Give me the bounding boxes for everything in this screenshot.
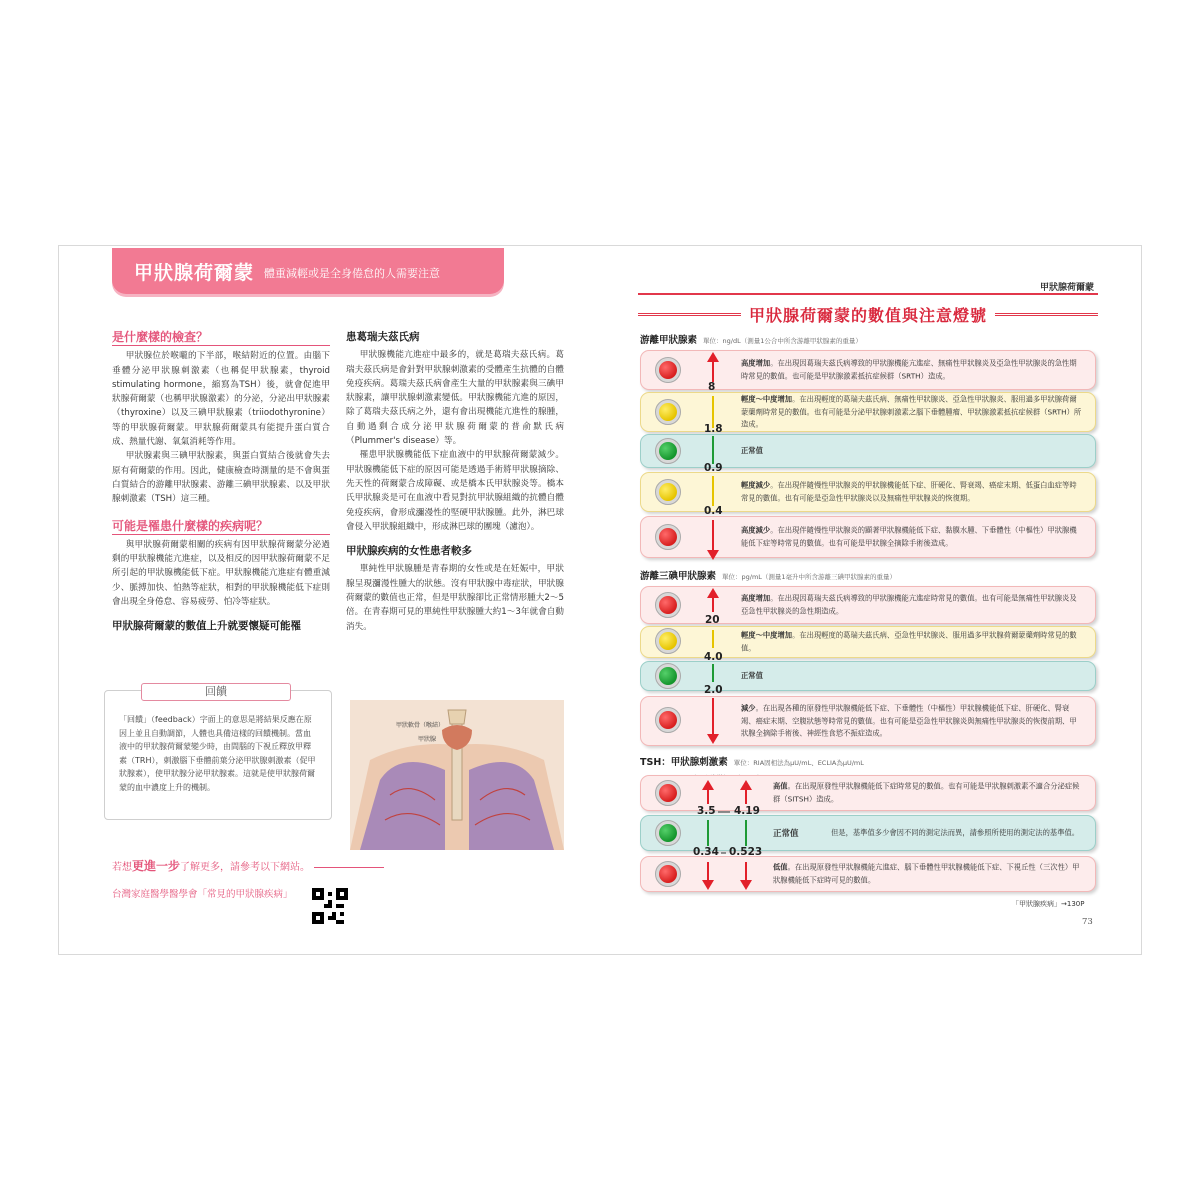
illus-label-thyroid: 甲狀腺 (418, 736, 437, 743)
feedback-box (104, 685, 332, 820)
row-description (773, 862, 1083, 887)
tsh-value-0-34: 0.34 (693, 846, 719, 858)
row-text: 但是，基準值多少會因不同的測定法而異，請參照所使用的測定法的基準值。 (831, 827, 1080, 837)
row-label: 正常值 (773, 829, 799, 839)
feedback-tag: 回饋 (141, 683, 291, 701)
paragraph: 與甲狀腺荷爾蒙相關的疾病有因甲狀腺荷爾蒙分泌過剩的甲狀腺機能亢進症，以及相反的因甲狀腺荷爾蒙不足所引起的甲狀腺機能低下症。甲狀腺機能亢進症有體重減少、脈搏加快、怕熱等症狀，相對的甲狀腺機能低下症則會出現全身倦怠、容易疲勞、怕冷等症狀。 (112, 539, 330, 608)
tsh-value-4-19: 4.19 (734, 805, 760, 817)
further-reading-post: 了解更多，請參考以下網站。 (180, 862, 311, 873)
left-column-2 (346, 330, 564, 634)
page-number: 73 (1082, 917, 1093, 927)
row-text: 。在出現輕度的葛瑞夫茲氏病、無痛性甲狀腺炎、亞急性甲狀腺炎、服用過多甲狀腺荷爾蒙藥劑時常見的數值。也有可能是分泌甲狀腺刺激素之腦下垂體腫瘤、甲狀腺激素抵抗症候群（SRTH）所造成。 (741, 394, 1082, 429)
paragraph: 甲狀腺位於喉嚨的下半部，喉結附近的位置。由腦下垂體分泌甲狀腺刺激素（也稱促甲狀腺素，thyroid stimulating hormone，縮寫為TSH）後，就會促進甲狀腺荷爾蒙（也稱甲狀腺激素）的分泌，分泌出甲狀腺素（thyroxine）以及三碘甲狀腺素（triiodothyronine）等的甲狀腺荷爾蒙。甲狀腺荷爾蒙具有能提升蛋白質合成、熱量代謝、氧氣消耗等作用。 (112, 351, 330, 448)
left-column-1 (112, 330, 330, 638)
cross-reference: 「甲狀腺疾病」→130P (1012, 900, 1085, 908)
row-text: 。在出現因葛瑞夫茲氏病導致的甲狀腺機能亢進症時常見的數值。也有可能是無痛性甲狀腺炎及亞急性甲狀腺炎的急性期造成。 (741, 593, 1077, 615)
row-description (741, 593, 1083, 618)
green-light-icon (655, 663, 681, 689)
main-title (638, 303, 1098, 325)
row-text: 。在出現因葛瑞夫茲氏病導致的甲狀腺機能亢進症、無痛性甲狀腺炎及亞急性甲狀腺炎的急性期時常見的數值。也可能是甲狀腺激素抵抗症候群（SRTH）造成。 (741, 358, 1077, 380)
ft3-value-2-0: 2.0 (704, 684, 723, 696)
further-reading-bold: 更進一步 (132, 859, 181, 873)
row-label: 輕度～中度增加 (741, 630, 793, 640)
red-light-icon (655, 357, 681, 383)
row-description (741, 630, 1083, 655)
paragraph: 單純性甲狀腺腫是青春期的女性或是在妊娠中，甲狀腺呈現瀰漫性腫大的狀態。沒有甲狀腺中毒症狀，甲狀腺荷爾蒙的數值也正常，但是甲狀腺卻比正常情形腫大2～5倍。在青春期可見的單純性甲狀腺腫大約1～3年就會自動消失。 (346, 564, 564, 632)
row-description (741, 480, 1083, 505)
row-description (741, 445, 1083, 458)
ft4-value-1-8: 1.8 (704, 423, 723, 435)
paragraph: 甲狀腺機能亢進症中最多的，就是葛瑞夫茲氏病。葛瑞夫茲氏病是會針對甲狀腺刺激素的受體產生抗體的自體免疫疾病。葛瑞夫茲氏病會產生大量的甲狀腺素與三碘甲狀腺素，讓甲狀腺刺激素變低。甲狀腺機能亢進的原因，除了葛瑞夫茲氏病之外，還有會出現機能亢進性的腺腫，自動過剩合成分泌甲狀腺荷爾蒙的普俞默氏病（Plummer's disease）等。 (346, 350, 564, 447)
paragraph: 罹患甲狀腺機能低下症血液中的甲狀腺荷爾蒙減少。甲狀腺機能低下症的原因可能是透過手術將甲狀腺摘除、先天性的荷爾蒙合成障礙、或是橋本氏甲狀腺炎等。橋本氏甲狀腺炎是可在血液中看見對抗甲狀腺組織的抗體自體免疫疾病，會形成瀰漫性的堅硬甲狀腺腫。此外，淋巴球會侵入甲狀腺組織中，形成淋巴球的團塊（濾泡）。 (346, 450, 564, 532)
red-light-icon (655, 780, 681, 806)
section-heading: 是什麼樣的檢查？ (112, 330, 330, 346)
ft4-value-0-9: 0.9 (704, 462, 723, 474)
divider (314, 867, 384, 868)
ft4-unit: 單位：ng/dL（測量1公合中所含游離甲狀腺素的重量） (703, 337, 862, 345)
further-reading (112, 857, 384, 874)
ft3-value-20: 20 (705, 614, 720, 626)
green-light-icon (655, 438, 681, 464)
row-text: 。在出現伴隨慢性甲狀腺炎的甲狀腺機能低下症、肝硬化、腎衰竭、癌症末期、低蛋白血症等時常見的數值。也有可能是亞急性甲狀腺炎以及無痛性甲狀腺炎的恢復期。 (741, 480, 1077, 502)
row-label: 輕度減少 (741, 480, 771, 490)
chapter-title: 甲狀腺荷爾蒙 (134, 261, 255, 284)
yellow-light-icon (655, 479, 681, 505)
yellow-light-icon (655, 399, 681, 425)
tsh-value-0-523: 0.523 (729, 846, 763, 858)
further-reading-pre: 若想 (112, 862, 132, 873)
row-description (741, 670, 1083, 683)
row-text: 。在出現輕度的葛瑞夫茲氏病、亞急性甲狀腺炎、服用過多甲狀腺荷爾蒙藥劑時常見的數值。 (741, 630, 1077, 652)
ft4-name: 游離甲狀腺素 (640, 335, 698, 346)
row-label: 正常值 (741, 670, 763, 680)
section-heading: 甲狀腺疾病的女性患者較多 (346, 545, 472, 558)
chapter-subtitle: 體重減輕或是全身倦怠的人需要注意 (264, 267, 441, 280)
row-label: 高值 (773, 781, 788, 791)
illus-label-cartilage: 甲狀軟骨（喉結） (396, 722, 445, 729)
row-description (741, 358, 1083, 383)
red-light-icon (655, 524, 681, 550)
title-rule (638, 313, 741, 316)
tsh-value-3-5: 3.5 (697, 805, 716, 817)
tsh-unit: 單位：RIA固相法為μU/mL、ECLIA為μU/mL (733, 759, 864, 767)
section-heading: 患葛瑞夫茲氏病 (346, 331, 420, 343)
red-light-icon (655, 592, 681, 618)
title-rule (995, 313, 1098, 316)
ft4-value-0-4: 0.4 (704, 505, 723, 517)
main-title-text: 甲狀腺荷爾蒙的數值與注意燈號 (749, 305, 988, 325)
ft3-name: 游離三碘甲狀腺素 (640, 571, 717, 582)
divider (638, 293, 1098, 295)
ft4-value-8: 8 (708, 381, 716, 393)
row-text: 。在出現伴隨慢性甲狀腺炎的顯著甲狀腺機能低下症、黏膜水腫、下垂體性（中樞性）甲狀腺機能低下症等時常見的數值。也有可能是甲狀腺全摘除手術後造成。 (741, 525, 1077, 547)
row-label: 正常值 (741, 445, 763, 455)
row-label: 低值 (773, 862, 788, 872)
row-description (741, 393, 1083, 431)
tsh-heading (640, 754, 864, 768)
section-heading: 可能是罹患什麼樣的疾病呢？ (112, 519, 330, 535)
feedback-text: 「回饋」（feedback）字面上的意思是將結果反應在原因上並且自動調節，人體也具備這樣的回饋機制。當血液中的甲狀腺荷爾蒙變少時，由間腦的下視丘釋放甲釋素（TRH），刺激腦下垂體前葉分泌甲狀腺刺激素（促甲狀腺素），使甲狀腺分泌甲狀腺素。這就是使甲狀腺荷爾蒙的血中濃度上升的機制。 (119, 715, 316, 792)
paragraph: 甲狀腺素與三碘甲狀腺素，與蛋白質結合後就會失去原有荷爾蒙的作用。因此，健康檢查時測量的是不會與蛋白質結合的游離甲狀腺素、游離三碘甲狀腺素、以及甲狀腺刺激素（TSH）這三種。 (112, 451, 330, 505)
row-label: 高度增加 (741, 593, 771, 603)
ft3-unit: 單位：pg/mL（測量1毫升中所含游離三碘甲狀腺素的重量） (722, 573, 897, 581)
tsh-scale-arrows (696, 780, 763, 894)
ft3-scale-arrows (700, 588, 728, 748)
qr-code-icon[interactable] (312, 888, 348, 924)
row-text: 。在出現原發性甲狀腺機能亢進症、腦下垂體性甲狀腺機能低下症、下視丘性（三次性）甲狀腺機能低下症時可見的數值。 (773, 862, 1080, 884)
yellow-light-icon (655, 628, 681, 654)
thyroid-illustration (350, 700, 564, 850)
ft3-value-4-0: 4.0 (704, 651, 723, 663)
row-label: 輕度～中度增加 (741, 394, 793, 404)
ft3-heading (640, 568, 896, 582)
tsh-name: TSH：甲狀腺刺激素 (640, 757, 728, 768)
section-heading: 甲狀腺荷爾蒙的數值上升就要懷疑可能罹 (112, 620, 301, 633)
lungs-thyroid-image (350, 700, 564, 850)
ft4-heading (640, 332, 862, 346)
row-text: 。在出現原發性甲狀腺機能低下症時常見的數值。也有可能是甲狀腺刺激素不適合分泌症候群（SITSH）造成。 (773, 781, 1080, 803)
reference-link[interactable]: 台灣家庭醫學醫學會「常見的甲狀腺疾病」 (112, 889, 293, 900)
row-label: 減少 (741, 703, 756, 713)
row-description (741, 702, 1083, 740)
row-description (773, 781, 1083, 806)
green-light-icon (655, 820, 681, 846)
chapter-banner (112, 248, 504, 294)
row-text: 。在出現各種的原發性甲狀腺機能低下症、下垂體性（中樞性）甲狀腺機能低下症、肝硬化、腎衰竭、癌症末期、空腹狀態等時常見的數值。也有可能是亞急性甲狀腺炎與無痛性甲狀腺炎的恢復前期、甲狀腺全摘除手術後、神經性食慾不振症造成。 (741, 703, 1077, 738)
row-label: 高度減少 (741, 525, 771, 535)
running-head: 甲狀腺荷爾蒙 (1040, 283, 1095, 293)
red-light-icon (655, 861, 681, 887)
row-description (741, 525, 1083, 550)
red-light-icon (655, 707, 681, 733)
row-label: 高度增加 (741, 358, 771, 368)
